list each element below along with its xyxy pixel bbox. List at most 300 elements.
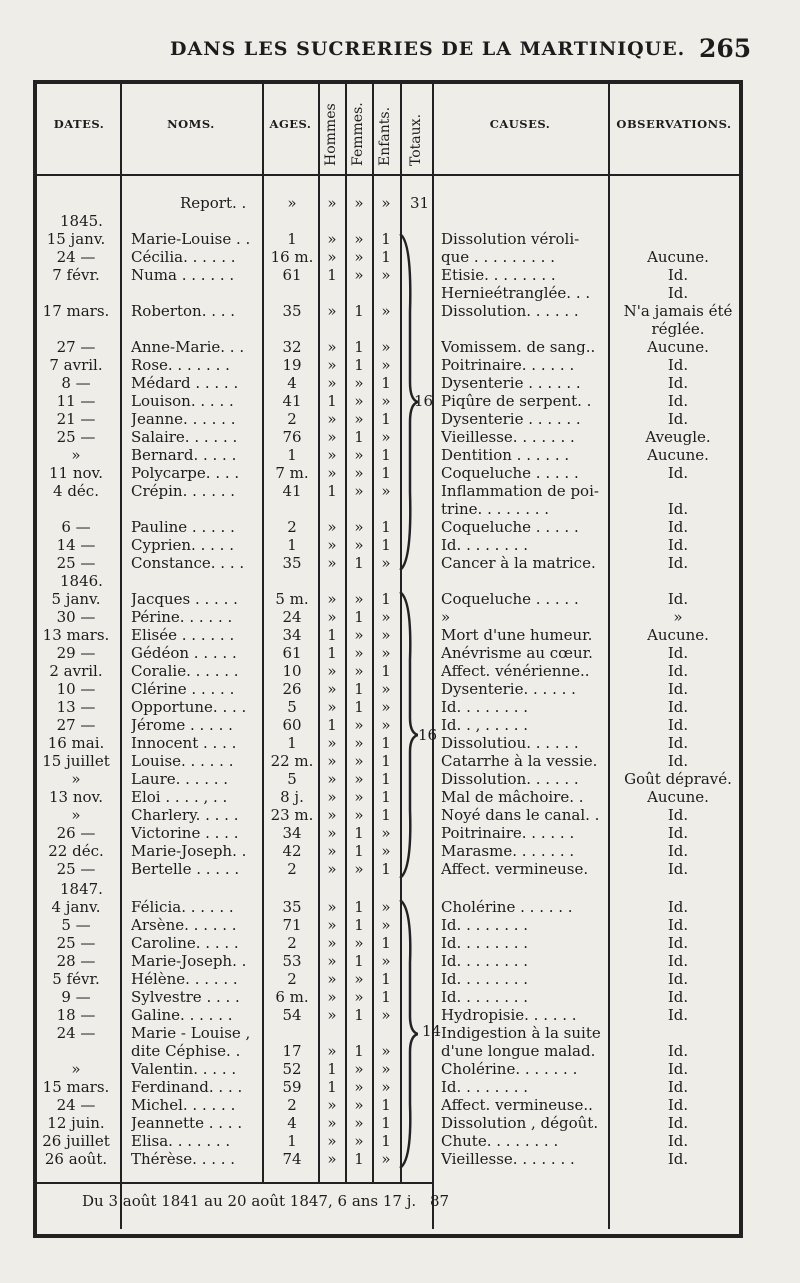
row-observation: Id.: [667, 410, 689, 428]
report-total: 31: [410, 194, 430, 212]
row-cause: Affect. vénérienne..: [441, 662, 590, 680]
row-observation: Id.: [667, 644, 689, 662]
row-age: 2: [287, 860, 297, 878]
row-cause: Dissolutiou. . . . . .: [441, 734, 579, 752]
row-name: Médard . . . . .: [131, 374, 239, 392]
row-cause: Coqueluche . . . . .: [441, 518, 579, 536]
page-number: 265: [699, 34, 752, 63]
row-femmes: »: [354, 1078, 364, 1096]
col-header-totaux: Totaux.: [408, 113, 424, 166]
row-date: 15 mars.: [42, 1078, 110, 1096]
row-cause: Dysenterie . . . . . .: [441, 410, 581, 428]
row-age: 24: [282, 608, 302, 626]
row-enfants: 1: [381, 788, 391, 806]
row-enfants: »: [381, 1060, 391, 1078]
row-femmes: »: [354, 970, 364, 988]
row-cause: Indigestion à la suite: [441, 1024, 601, 1042]
col-header-noms: NOMS.: [167, 117, 215, 131]
row-hommes: »: [327, 518, 337, 536]
row-hommes: »: [327, 752, 337, 770]
row-enfants: 1: [381, 410, 391, 428]
row-femmes: »: [354, 806, 364, 824]
row-enfants: 1: [381, 1114, 391, 1132]
row-femmes: »: [354, 626, 364, 644]
row-name: Pauline . . . . .: [131, 518, 235, 536]
col-header-causes: CAUSES.: [489, 117, 551, 131]
report-age: »: [287, 194, 297, 212]
row-name: Jeannette . . . .: [131, 1114, 243, 1132]
col-header-femmes: Femmes.: [350, 102, 366, 166]
row-name: Jeanne. . . . . .: [131, 410, 236, 428]
row-date: 21 —: [56, 410, 96, 428]
report-hommes: »: [327, 194, 337, 212]
row-date: »: [71, 1060, 81, 1078]
row-cause: Cholérine. . . . . . .: [441, 1060, 578, 1078]
row-cause: Hydropisie. . . . . .: [441, 1006, 577, 1024]
row-hommes: »: [327, 842, 337, 860]
row-observation: Id.: [667, 590, 689, 608]
row-femmes: 1: [354, 698, 364, 716]
row-name: Marie-Joseph. .: [131, 952, 247, 970]
row-date: 25 —: [56, 428, 96, 446]
row-age: 35: [282, 898, 302, 916]
row-observation: Id.: [667, 356, 689, 374]
row-hommes: »: [327, 374, 337, 392]
row-hommes: »: [327, 590, 337, 608]
row-date: 15 janv.: [46, 230, 106, 248]
row-hommes: »: [327, 734, 337, 752]
row-cause: Dissolution véroli-: [441, 230, 580, 248]
row-femmes: 1: [354, 1006, 364, 1024]
row-hommes: »: [327, 1006, 337, 1024]
row-observation: Aveugle.: [645, 428, 711, 446]
row-age: 2: [287, 410, 297, 428]
row-hommes: 1: [327, 626, 337, 644]
grand-total: 87: [430, 1192, 450, 1210]
row-observation: Id.: [667, 752, 689, 770]
row-observation: Id.: [667, 824, 689, 842]
row-age: 61: [282, 266, 302, 284]
row-observation: Id.: [667, 284, 689, 302]
row-hommes: »: [327, 952, 337, 970]
row-observation: Id.: [667, 374, 689, 392]
row-cause: Id. . . . . . . .: [441, 916, 529, 934]
row-cause: Dissolution. . . . . .: [441, 302, 579, 320]
row-observation: Id.: [667, 266, 689, 284]
row-date: 27 —: [56, 716, 96, 734]
row-age: 6 m.: [275, 988, 309, 1006]
row-name: Marie-Joseph. .: [131, 842, 247, 860]
row-hommes: »: [327, 662, 337, 680]
row-name: Gédéon . . . . .: [131, 644, 237, 662]
row-date: 13 nov.: [48, 788, 103, 806]
row-hommes: »: [327, 970, 337, 988]
row-femmes: 1: [354, 898, 364, 916]
row-name: Jacques . . . . .: [131, 590, 238, 608]
row-hommes: »: [327, 824, 337, 842]
col-header-enfants: Enfants.: [377, 106, 393, 166]
col-header-dates: DATES.: [53, 117, 105, 131]
row-observation: Aucune.: [647, 626, 709, 644]
row-enfants: 1: [381, 970, 391, 988]
row-observation: Id.: [667, 952, 689, 970]
row-name: Valentin. . . . .: [131, 1060, 237, 1078]
group-total-1846: 16: [418, 726, 438, 744]
row-hommes: »: [327, 698, 337, 716]
row-femmes: »: [354, 230, 364, 248]
row-age: 35: [282, 302, 302, 320]
row-hommes: »: [327, 934, 337, 952]
row-date: 4 janv.: [51, 898, 101, 916]
row-date: 25 —: [56, 860, 96, 878]
row-enfants: »: [381, 952, 391, 970]
row-age: 26: [282, 680, 302, 698]
row-femmes: »: [354, 644, 364, 662]
row-enfants: »: [381, 428, 391, 446]
row-age: 76: [282, 428, 302, 446]
row-date: 28 —: [56, 952, 96, 970]
row-hommes: 1: [327, 266, 337, 284]
row-cause: que . . . . . . . . .: [441, 248, 555, 266]
row-age: 52: [282, 1060, 302, 1078]
col-divider-dates: [120, 84, 122, 1229]
row-enfants: »: [381, 644, 391, 662]
row-cause: Anévrisme au cœur.: [441, 644, 593, 662]
row-observation: Id.: [667, 500, 689, 518]
row-cause: Id. . . . . . . .: [441, 934, 529, 952]
row-name: Crépin. . . . . .: [131, 482, 236, 500]
row-name: Périne. . . . . .: [131, 608, 233, 626]
row-date: »: [71, 806, 81, 824]
row-cause: Dentition . . . . . .: [441, 446, 570, 464]
row-hommes: »: [327, 860, 337, 878]
running-title: DANS LES SUCRERIES DE LA MARTINIQUE.: [170, 38, 686, 60]
row-enfants: »: [381, 554, 391, 572]
row-enfants: »: [381, 916, 391, 934]
row-enfants: 1: [381, 518, 391, 536]
row-age: 7 m.: [275, 464, 309, 482]
row-cause: Id. . . . . . . .: [441, 698, 529, 716]
row-femmes: 1: [354, 824, 364, 842]
row-observation: Id.: [667, 1006, 689, 1024]
row-enfants: 1: [381, 734, 391, 752]
row-cause: Piqûre de serpent. .: [441, 392, 592, 410]
row-age: 34: [282, 626, 302, 644]
row-date: 24 —: [56, 1024, 96, 1042]
row-cause: Mort d'une humeur.: [441, 626, 593, 644]
row-date: 18 —: [56, 1006, 96, 1024]
row-enfants: »: [381, 898, 391, 916]
row-date: 14 —: [56, 536, 96, 554]
row-age: 2: [287, 934, 297, 952]
row-femmes: »: [354, 410, 364, 428]
row-cause: trine. . . . . . . .: [441, 500, 550, 518]
row-observation: réglée.: [651, 320, 705, 338]
row-date: 11 nov.: [48, 464, 103, 482]
row-femmes: »: [354, 446, 364, 464]
row-date: 25 —: [56, 934, 96, 952]
row-name: Cécilia. . . . . .: [131, 248, 236, 266]
row-cause: d'une longue malad.: [441, 1042, 596, 1060]
row-name: Laure. . . . . .: [131, 770, 229, 788]
row-date: 26 août.: [44, 1150, 108, 1168]
row-cause: Coqueluche . . . . .: [441, 464, 579, 482]
col-header-observations: OBSERVATIONS.: [616, 117, 732, 131]
row-hommes: »: [327, 338, 337, 356]
row-age: 53: [282, 952, 302, 970]
row-age: 1: [287, 734, 297, 752]
row-name: Anne-Marie. . .: [131, 338, 245, 356]
report-femmes: »: [354, 194, 364, 212]
row-name: Coralie. . . . . .: [131, 662, 239, 680]
row-name: Elisa. . . . . . .: [131, 1132, 231, 1150]
row-date: »: [71, 446, 81, 464]
header-rule: [37, 174, 740, 176]
row-observation: Id.: [667, 988, 689, 1006]
row-hommes: »: [327, 680, 337, 698]
row-enfants: 1: [381, 934, 391, 952]
row-age: 4: [287, 374, 297, 392]
row-date: »: [71, 770, 81, 788]
row-date: 22 déc.: [48, 842, 104, 860]
row-age: 41: [282, 482, 302, 500]
row-name: Rose. . . . . . .: [131, 356, 230, 374]
group-total-1847: 14: [422, 1022, 442, 1040]
row-name: Caroline. . . . .: [131, 934, 239, 952]
row-enfants: 1: [381, 662, 391, 680]
row-enfants: »: [381, 842, 391, 860]
row-observation: Id.: [667, 1150, 689, 1168]
row-femmes: »: [354, 374, 364, 392]
row-name: Polycarpe. . . .: [131, 464, 240, 482]
row-cause: Id. . . . . . . .: [441, 970, 529, 988]
row-date: 24 —: [56, 1096, 96, 1114]
row-hommes: »: [327, 302, 337, 320]
row-age: 10: [282, 662, 302, 680]
row-observation: Id.: [667, 392, 689, 410]
row-observation: Id.: [667, 860, 689, 878]
row-enfants: »: [381, 1150, 391, 1168]
row-femmes: »: [354, 988, 364, 1006]
row-femmes: 1: [354, 608, 364, 626]
row-enfants: 1: [381, 752, 391, 770]
row-date: 29 —: [56, 644, 96, 662]
row-age: 1: [287, 1132, 297, 1150]
row-enfants: »: [381, 1078, 391, 1096]
report-label: Report. .: [180, 194, 247, 212]
row-age: 41: [282, 392, 302, 410]
row-observation: Id.: [667, 806, 689, 824]
row-cause: Vieillesse. . . . . . .: [441, 428, 575, 446]
row-name: Constance. . . .: [131, 554, 245, 572]
row-enfants: »: [381, 302, 391, 320]
year-label: 1846.: [60, 572, 103, 590]
row-date: 5 févr.: [52, 970, 100, 988]
row-observation: Id.: [667, 734, 689, 752]
row-femmes: »: [354, 1114, 364, 1132]
row-cause: Inflammation de poi-: [441, 482, 599, 500]
row-femmes: »: [354, 788, 364, 806]
row-age: 2: [287, 970, 297, 988]
row-hommes: »: [327, 446, 337, 464]
row-hommes: »: [327, 1150, 337, 1168]
year-label: 1845.: [60, 212, 103, 230]
row-femmes: 1: [354, 428, 364, 446]
row-observation: »: [673, 608, 683, 626]
row-observation: Id.: [667, 970, 689, 988]
row-hommes: »: [327, 916, 337, 934]
row-femmes: 1: [354, 1150, 364, 1168]
row-femmes: »: [354, 752, 364, 770]
row-hommes: 1: [327, 716, 337, 734]
row-femmes: 1: [354, 302, 364, 320]
row-age: 32: [282, 338, 302, 356]
row-cause: Marasme. . . . . . .: [441, 842, 575, 860]
row-hommes: »: [327, 410, 337, 428]
row-name: Hélène. . . . . .: [131, 970, 238, 988]
row-date: 2 avril.: [49, 662, 103, 680]
row-enfants: »: [381, 1042, 391, 1060]
row-enfants: 1: [381, 770, 391, 788]
row-observation: Aucune.: [647, 338, 709, 356]
row-date: 26 —: [56, 824, 96, 842]
row-hommes: »: [327, 536, 337, 554]
row-name: Jérome . . . . .: [131, 716, 233, 734]
row-femmes: »: [354, 590, 364, 608]
row-femmes: 1: [354, 952, 364, 970]
row-age: 61: [282, 644, 302, 662]
row-age: 1: [287, 230, 297, 248]
row-name: Innocent . . . .: [131, 734, 237, 752]
report-enfants: »: [381, 194, 391, 212]
page-header: [0, 30, 800, 70]
row-enfants: »: [381, 392, 391, 410]
row-name: Arsène. . . . . .: [131, 916, 237, 934]
row-femmes: »: [354, 1132, 364, 1150]
row-hommes: »: [327, 428, 337, 446]
row-femmes: 1: [354, 916, 364, 934]
row-femmes: »: [354, 934, 364, 952]
row-enfants: »: [381, 716, 391, 734]
row-enfants: 1: [381, 374, 391, 392]
row-cause: »: [441, 608, 451, 626]
row-age: 16 m.: [270, 248, 314, 266]
row-age: 23 m.: [270, 806, 314, 824]
row-date: 15 juillet: [42, 752, 110, 770]
row-hommes: 1: [327, 644, 337, 662]
row-name: Bernard. . . . .: [131, 446, 237, 464]
row-observation: Id.: [667, 916, 689, 934]
row-name: Numa . . . . . .: [131, 266, 235, 284]
row-observation: Id.: [667, 698, 689, 716]
row-age: 42: [282, 842, 302, 860]
row-hommes: 1: [327, 1078, 337, 1096]
row-cause: Cancer à la matrice.: [441, 554, 596, 572]
row-name: Charlery. . . . .: [131, 806, 239, 824]
row-name: Bertelle . . . . .: [131, 860, 240, 878]
row-enfants: 1: [381, 248, 391, 266]
row-age: 35: [282, 554, 302, 572]
row-name: Marie - Louise ,: [131, 1024, 251, 1042]
row-observation: Id.: [667, 1078, 689, 1096]
row-enfants: »: [381, 266, 391, 284]
row-cause: Dysenterie . . . . . .: [441, 374, 581, 392]
row-observation: Id.: [667, 1114, 689, 1132]
row-hommes: »: [327, 1114, 337, 1132]
row-femmes: »: [354, 1060, 364, 1078]
row-hommes: »: [327, 356, 337, 374]
row-hommes: »: [327, 898, 337, 916]
row-observation: Id.: [667, 662, 689, 680]
row-observation: Id.: [667, 1060, 689, 1078]
row-femmes: »: [354, 464, 364, 482]
row-femmes: »: [354, 518, 364, 536]
row-hommes: »: [327, 608, 337, 626]
row-age: 2: [287, 518, 297, 536]
row-age: 34: [282, 824, 302, 842]
row-enfants: 1: [381, 446, 391, 464]
row-observation: Aucune.: [647, 248, 709, 266]
row-femmes: »: [354, 662, 364, 680]
row-cause: Dissolution. . . . . .: [441, 770, 579, 788]
row-hommes: 1: [327, 392, 337, 410]
row-age: 2: [287, 1096, 297, 1114]
row-age: 5 m.: [275, 590, 309, 608]
row-age: 5: [287, 698, 297, 716]
row-date: 6 —: [61, 518, 91, 536]
row-femmes: »: [354, 1096, 364, 1114]
row-age: 54: [282, 1006, 302, 1024]
row-enfants: 1: [381, 536, 391, 554]
row-observation: Id.: [667, 898, 689, 916]
row-date: 16 mai.: [47, 734, 105, 752]
row-name: Clérine . . . . .: [131, 680, 235, 698]
row-cause: Poitrinaire. . . . . .: [441, 824, 575, 842]
group-total-1845: 16: [414, 392, 434, 410]
row-name: Marie-Louise . .: [131, 230, 251, 248]
row-observation: Id.: [667, 554, 689, 572]
row-observation: Id.: [667, 934, 689, 952]
row-age: 60: [282, 716, 302, 734]
row-age: 74: [282, 1150, 302, 1168]
row-femmes: »: [354, 716, 364, 734]
col-header-hommes: Hommes: [323, 103, 339, 166]
row-femmes: »: [354, 248, 364, 266]
row-observation: Id.: [667, 464, 689, 482]
row-hommes: »: [327, 806, 337, 824]
row-age: 59: [282, 1078, 302, 1096]
row-enfants: 1: [381, 860, 391, 878]
row-femmes: »: [354, 770, 364, 788]
row-date: 17 mars.: [42, 302, 110, 320]
row-date: 10 —: [56, 680, 96, 698]
row-date: 27 —: [56, 338, 96, 356]
group-brace: [398, 898, 418, 1170]
row-observation: Aucune.: [647, 446, 709, 464]
row-name: Roberton. . . .: [131, 302, 236, 320]
row-cause: Affect. vermineuse.: [441, 860, 589, 878]
row-hommes: »: [327, 988, 337, 1006]
row-cause: Affect. vermineuse..: [441, 1096, 593, 1114]
row-cause: Id. . . . . . . .: [441, 1078, 529, 1096]
row-date: 8 —: [61, 374, 91, 392]
row-observation: Goût dépravé.: [624, 770, 732, 788]
row-hommes: »: [327, 788, 337, 806]
row-cause: Mal de mâchoire. .: [441, 788, 584, 806]
row-enfants: »: [381, 356, 391, 374]
row-age: 19: [282, 356, 302, 374]
row-observation: Id.: [667, 842, 689, 860]
